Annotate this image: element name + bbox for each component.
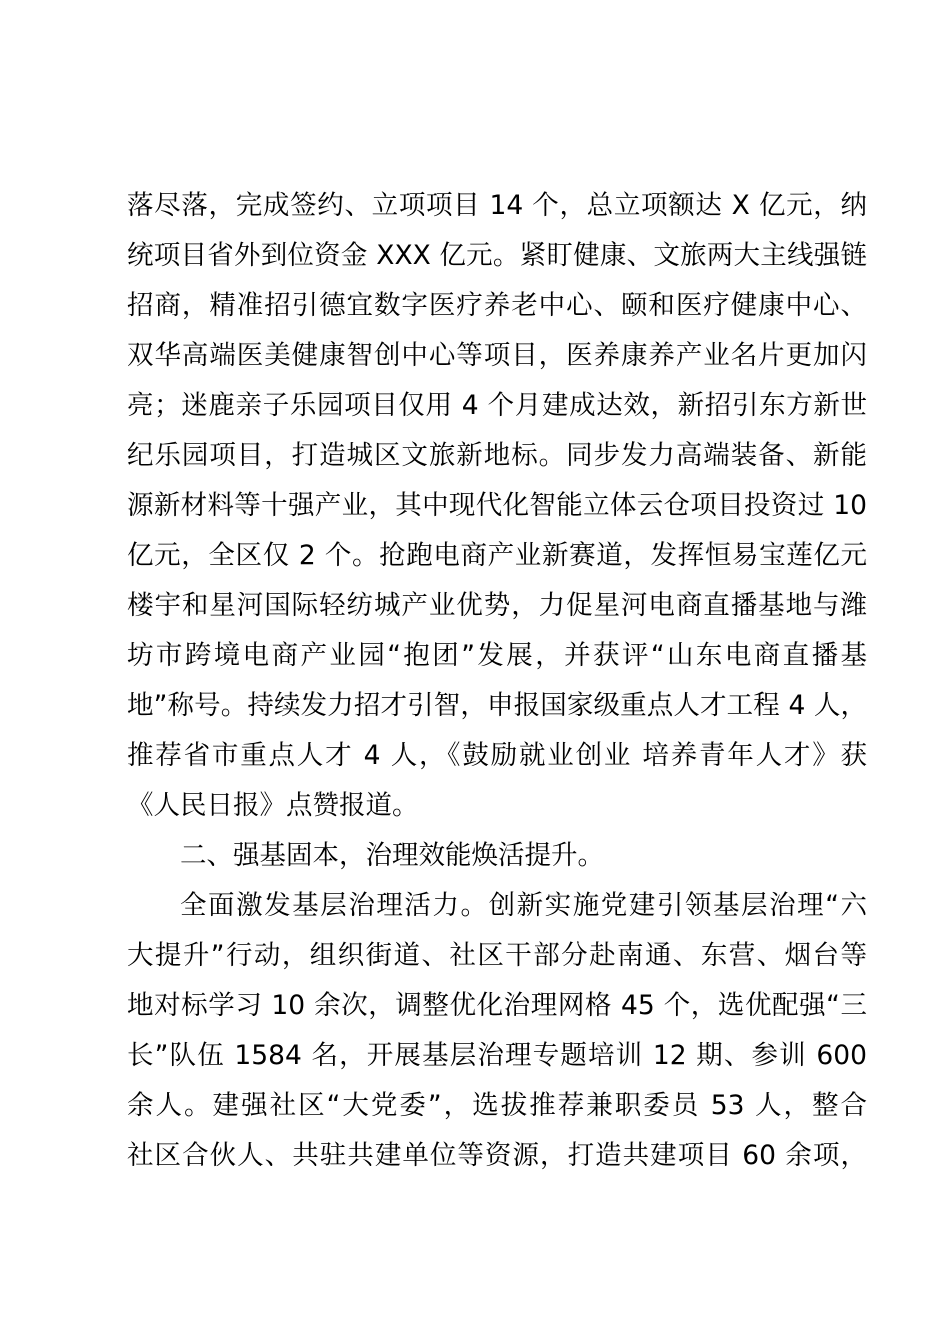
text-line: 坊市跨境电商产业园“抱团”发展，并获评“山东电商直播基 <box>127 640 867 671</box>
text-line: 双华高端医美健康智创中心等项目，医养康养产业名片更加闪 <box>127 340 867 371</box>
text-line: 亮；迷鹿亲子乐园项目仅用 4 个月建成达效，新招引东方新世 <box>127 390 867 421</box>
text-line: 亿元，全区仅 2 个。抢跑电商产业新赛道，发挥恒易宝莲亿元 <box>127 540 867 571</box>
text-line: 落尽落，完成签约、立项项目 14 个，总立项额达 X 亿元，纳 <box>127 190 867 221</box>
body-text <box>127 181 867 1181</box>
text-line: 全面激发基层治理活力。创新实施党建引领基层治理“六 <box>180 890 867 921</box>
text-line: 源新材料等十强产业，其中现代化智能立体云仓项目投资过 10 <box>127 490 867 521</box>
text-line: 推荐省市重点人才 4 人，《鼓励就业创业 培养青年人才》获 <box>127 740 867 771</box>
text-line: 招商，精准招引德宜数字医疗养老中心、颐和医疗健康中心、 <box>127 290 867 321</box>
text-line: 地”称号。持续发力招才引智，申报国家级重点人才工程 4 人， <box>127 690 867 721</box>
text-line: 余人。建强社区“大党委”，选拔推荐兼职委员 53 人，整合 <box>127 1090 867 1121</box>
text-line: 纪乐园项目，打造城区文旅新地标。同步发力高端装备、新能 <box>127 440 867 471</box>
section-heading: 二、强基固本，治理效能焕活提升。 <box>180 840 604 871</box>
text-line: 大提升”行动，组织街道、社区干部分赴南通、东营、烟台等 <box>127 940 867 971</box>
text-line: 楼宇和星河国际轻纺城产业优势，力促星河电商直播基地与潍 <box>127 590 867 621</box>
text-line: 地对标学习 10 余次，调整优化治理网格 45 个，选优配强“三 <box>127 990 867 1021</box>
text-line: 统项目省外到位资金 XXX 亿元。紧盯健康、文旅两大主线强链 <box>127 240 867 271</box>
text-line: 长”队伍 1584 名，开展基层治理专题培训 12 期、参训 600 <box>127 1040 867 1071</box>
text-line: 《人民日报》点赞报道。 <box>127 790 419 821</box>
text-line: 社区合伙人、共驻共建单位等资源，打造共建项目 60 余项， <box>127 1140 867 1171</box>
